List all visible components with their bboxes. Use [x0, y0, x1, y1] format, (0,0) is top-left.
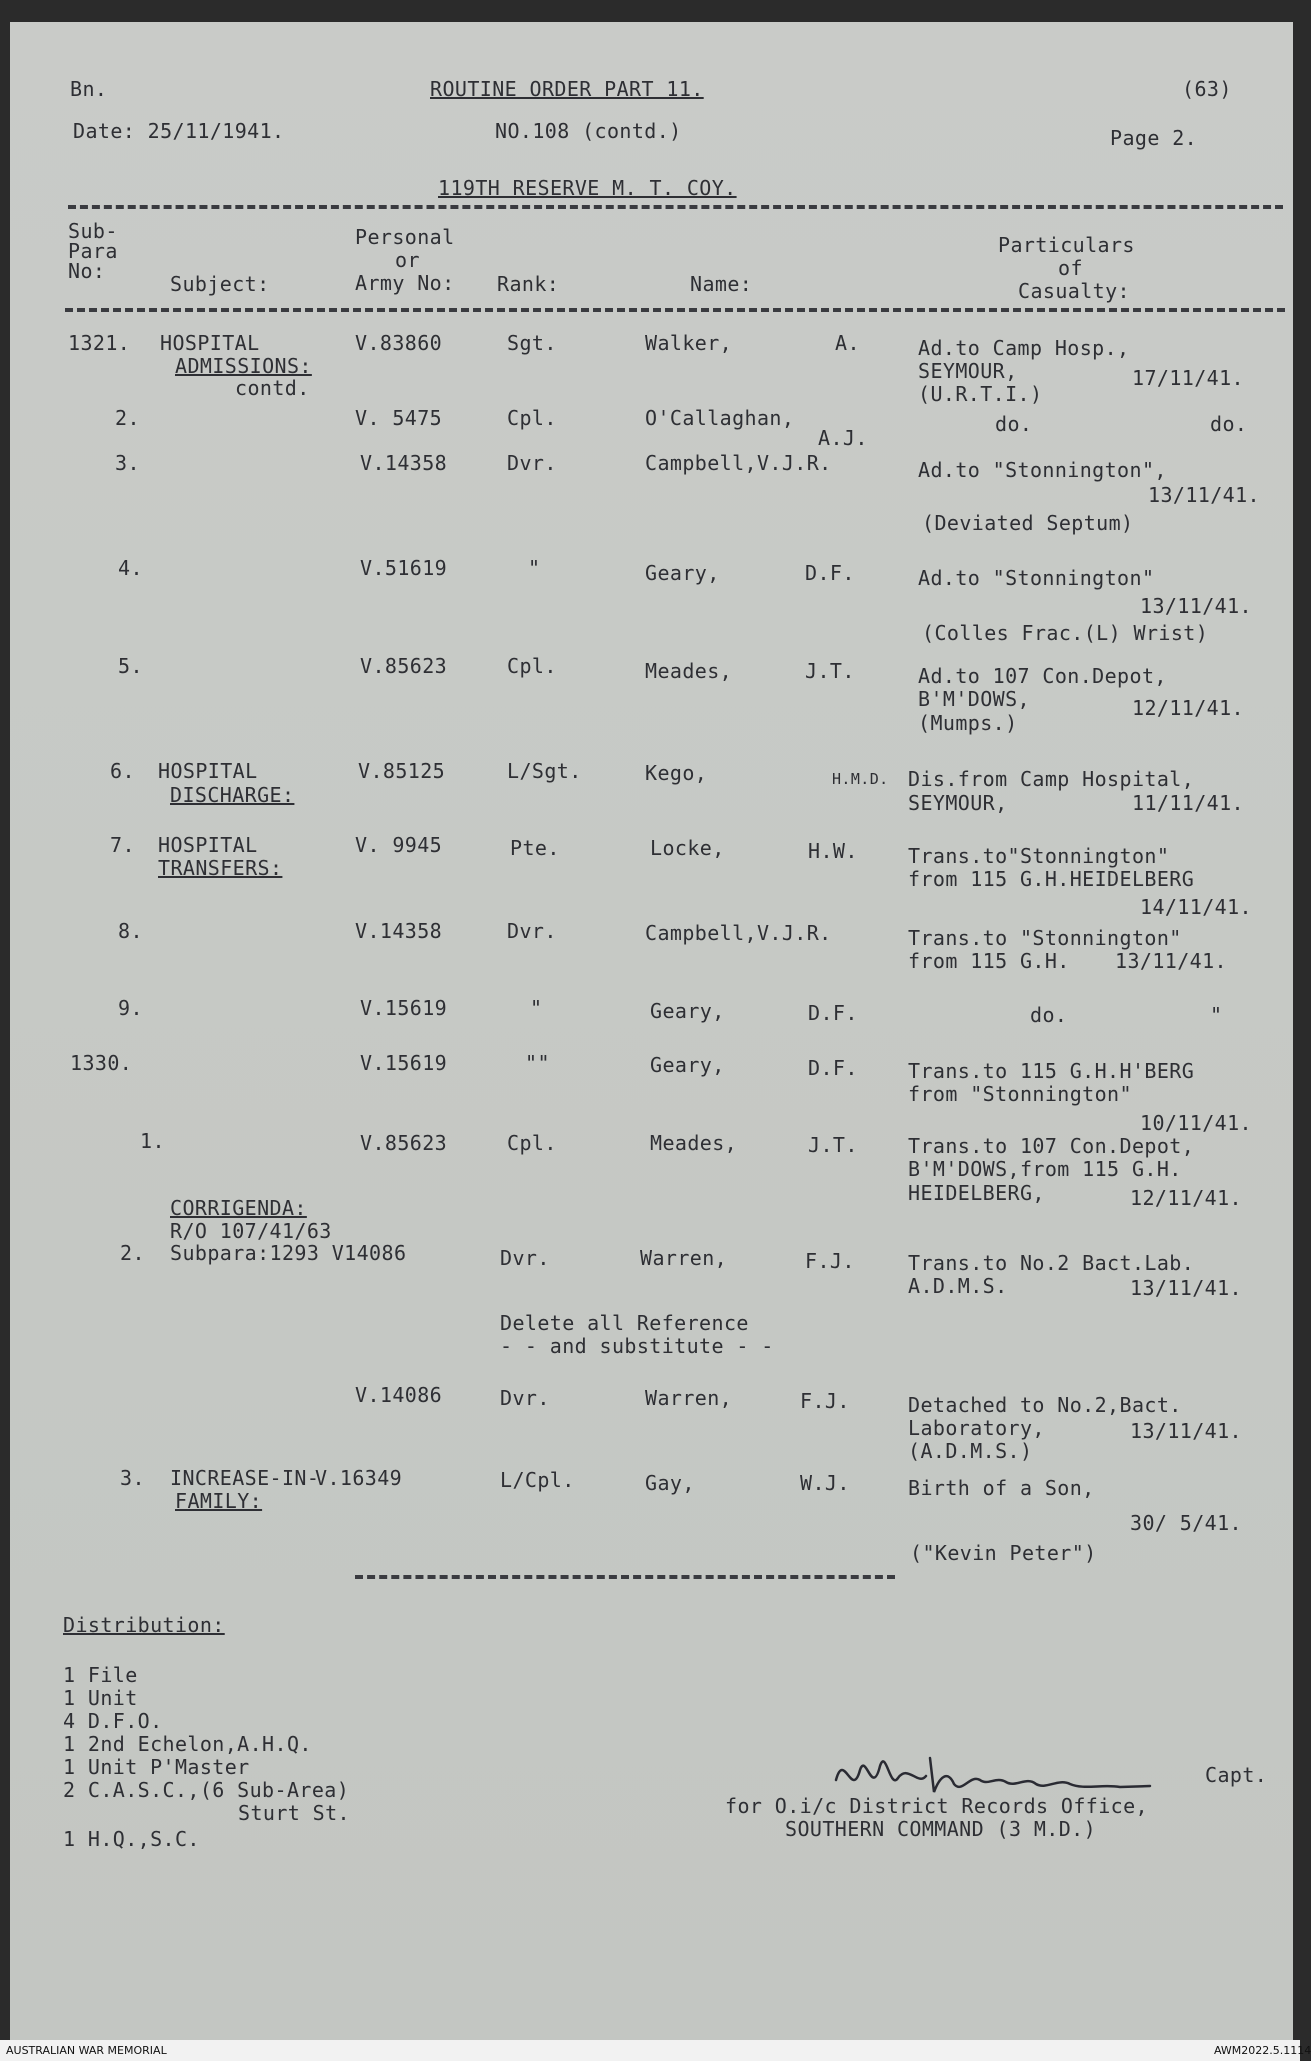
col-subpara-2: Para [68, 239, 118, 263]
corrigenda-particulars: A.D.M.S. [908, 1274, 1008, 1298]
distribution-item: Sturt St. [238, 1801, 350, 1825]
distribution-item: 4 D.F.O. [63, 1709, 163, 1733]
row-particulars: SEYMOUR, [918, 359, 1018, 383]
row-name: Geary, [650, 1053, 725, 1077]
distribution-heading: Distribution: [63, 1613, 225, 1637]
distribution-item: 1 H.Q.,S.C. [63, 1827, 200, 1851]
row-no: 7. [110, 833, 135, 857]
distribution-item: 1 Unit P'Master [63, 1755, 250, 1779]
increase-particulars: ("Kevin Peter") [910, 1541, 1097, 1565]
distribution-item: 1 Unit [63, 1686, 138, 1710]
corrigenda-particulars: Detached to No.2,Bact. [908, 1393, 1182, 1417]
corrigenda-particulars: Trans.to No.2 Bact.Lab. [908, 1251, 1195, 1275]
row-particulars: SEYMOUR, [908, 791, 1008, 815]
row-name: Walker, [645, 331, 733, 355]
row-rank: Dvr. [507, 451, 557, 475]
row-particulars: Ad.to "Stonnington", [918, 458, 1167, 482]
row-no: 8. [118, 919, 143, 943]
substitute-instruction: - - and substitute - - [500, 1334, 774, 1358]
row-army-no: V.85623 [360, 1131, 448, 1155]
row-particulars: do. [995, 412, 1033, 436]
row-name: Kego, [645, 761, 708, 785]
increase-particulars: Birth of a Son, [908, 1476, 1095, 1500]
col-army-1: Personal [355, 225, 455, 249]
row-rank: L/Sgt. [507, 759, 582, 783]
row-no: 1. [140, 1129, 165, 1153]
row-rank: " [530, 996, 543, 1020]
row-no: 1321. [68, 331, 131, 355]
order-date: Date: 25/11/1941. [73, 119, 285, 143]
row-army-no: V.15619 [360, 1051, 448, 1075]
delete-instruction: Delete all Reference [500, 1311, 749, 1335]
row-name: Geary, [645, 561, 720, 585]
row-date: 17/11/41. [1132, 366, 1244, 390]
row-name: Campbell,V.J.R. [645, 921, 832, 945]
row-particulars: (Mumps.) [918, 711, 1018, 735]
row-date: 13/11/41. [1140, 594, 1252, 618]
archive-reference: AWM2022.5.1114 [1214, 2044, 1311, 2057]
row-no: 1330. [70, 1051, 133, 1075]
corrigenda-subpara: Subpara:1293 V14086 [170, 1241, 407, 1265]
row-rank: Cpl. [507, 1131, 557, 1155]
row-no: 5. [118, 654, 143, 678]
col-army-3: Army No: [355, 271, 455, 295]
closing-rule [355, 1575, 895, 1579]
corrigenda-name: Warren, [645, 1386, 733, 1410]
row-particulars: Ad.to 107 Con.Depot, [918, 664, 1167, 688]
col-rank: Rank: [497, 272, 560, 296]
row-army-no: V.51619 [360, 556, 448, 580]
corrigenda-ref: R/O 107/41/63 [170, 1219, 332, 1243]
row-name: Meades, [645, 659, 733, 683]
order-number: NO.108 (contd.) [495, 119, 682, 143]
increase-subject: FAMILY: [175, 1489, 263, 1513]
row-subject: HOSPITAL [158, 759, 258, 783]
distribution-item: 1 File [63, 1663, 138, 1687]
row-army-no: V.85125 [358, 759, 446, 783]
row-army-no: V.83860 [355, 331, 443, 355]
increase-no: 3. [120, 1466, 145, 1490]
row-particulars: Ad.to "Stonnington" [918, 566, 1155, 590]
row-rank: Sgt. [507, 331, 557, 355]
row-initials: A. [835, 331, 860, 355]
row-date: 14/11/41. [1140, 895, 1252, 919]
increase-date: 30/ 5/41. [1130, 1511, 1242, 1535]
row-rank: Cpl. [507, 654, 557, 678]
archive-footer [0, 2040, 1311, 2061]
col-subpara-3: No: [68, 259, 106, 283]
row-initials: J.T. [808, 1133, 858, 1157]
row-rank: Dvr. [507, 919, 557, 943]
row-name: O'Callaghan, [645, 406, 795, 430]
row-initials: J.T. [805, 659, 855, 683]
row-rank: " [528, 556, 541, 580]
row-particulars: from 115 G.H. [908, 949, 1070, 973]
row-initials: D.F. [808, 1001, 858, 1025]
row-date: 13/11/41. [1115, 949, 1227, 973]
archive-name: AUSTRALIAN WAR MEMORIAL [6, 2044, 167, 2057]
row-name: Campbell,V.J.R. [645, 451, 832, 475]
corrigenda-heading: CORRIGENDA: [170, 1196, 307, 1220]
row-date: 12/11/41. [1132, 696, 1244, 720]
col-particulars-2: of [1058, 256, 1083, 280]
row-name: Geary, [650, 999, 725, 1023]
row-army-no: V. 9945 [355, 833, 443, 857]
row-no: 3. [115, 451, 140, 475]
corrigenda-particulars: Laboratory, [908, 1416, 1045, 1440]
row-subject: ADMISSIONS: [175, 354, 312, 378]
row-particulars: Trans.to "Stonnington" [908, 926, 1182, 950]
row-subject: contd. [235, 376, 310, 400]
corrigenda-date: 13/11/41. [1130, 1419, 1242, 1443]
row-date: 10/11/41. [1140, 1111, 1252, 1135]
corrigenda-no: 2. [120, 1241, 145, 1265]
row-no: 6. [110, 759, 135, 783]
row-particulars: Trans.to"Stonnington" [908, 844, 1170, 868]
row-date: 12/11/41. [1130, 1186, 1242, 1210]
corrigenda-date: 13/11/41. [1130, 1276, 1242, 1300]
signatory-office: for O.i/c District Records Office, [725, 1794, 1148, 1818]
signatory-command: SOUTHERN COMMAND (3 M.D.) [785, 1817, 1097, 1841]
row-no: 4. [118, 556, 143, 580]
battalion-label: Bn. [70, 77, 108, 101]
corrigenda-initials: F.J. [805, 1249, 855, 1273]
corrigenda-rank: Dvr. [500, 1246, 550, 1270]
row-subject: DISCHARGE: [170, 783, 295, 807]
increase-initials: W.J. [800, 1471, 850, 1495]
row-name: Meades, [650, 1131, 738, 1155]
document-page [10, 22, 1293, 2040]
row-initials: H.M.D. [832, 770, 889, 788]
row-particulars: B'M'DOWS, [918, 687, 1030, 711]
row-rank: Pte. [510, 836, 560, 860]
row-particulars: (Colles Frac.(L) Wrist) [922, 621, 1209, 645]
row-particulars: Trans.to 115 G.H.H'BERG [908, 1059, 1195, 1083]
row-particulars: Dis.from Camp Hospital, [908, 767, 1195, 791]
row-particulars: (Deviated Septum) [922, 511, 1134, 535]
row-particulars: Trans.to 107 Con.Depot, [908, 1134, 1195, 1158]
row-initials: A.J. [818, 426, 868, 450]
corrigenda-name: Warren, [640, 1246, 728, 1270]
corrigenda-rank: Dvr. [500, 1386, 550, 1410]
page-number: Page 2. [1110, 126, 1198, 150]
row-particulars: from "Stonnington" [908, 1082, 1132, 1106]
col-subpara-1: Sub- [68, 219, 118, 243]
row-particulars: do. [1030, 1003, 1068, 1027]
row-particulars: Ad.to Camp Hosp., [918, 336, 1130, 360]
folio-number: (63) [1182, 77, 1232, 101]
row-army-no: V.15619 [360, 996, 448, 1020]
increase-name: Gay, [645, 1471, 695, 1495]
row-rank: "" [525, 1051, 550, 1075]
col-particulars-3: Casualty: [1018, 279, 1130, 303]
row-name: Locke, [650, 836, 725, 860]
corrigenda-initials: F.J. [800, 1389, 850, 1413]
corrigenda-particulars: (A.D.M.S.) [908, 1439, 1033, 1463]
row-subject: HOSPITAL [158, 833, 258, 857]
row-date: do. [1210, 412, 1248, 436]
distribution-item: 2 C.A.S.C.,(6 Sub-Area) [63, 1778, 350, 1802]
signatory-rank: Capt. [1205, 1763, 1268, 1787]
row-subject: TRANSFERS: [158, 856, 283, 880]
distribution-item: 1 2nd Echelon,A.H.Q. [63, 1732, 312, 1756]
row-initials: H.W. [808, 839, 858, 863]
corrigenda-army-no: V.14086 [355, 1383, 443, 1407]
row-army-no: V.14358 [355, 919, 443, 943]
col-name: Name: [690, 272, 753, 296]
row-army-no: V.14358 [360, 451, 448, 475]
col-subject: Subject: [170, 272, 270, 296]
row-particulars: from 115 G.H.HEIDELBERG [908, 867, 1195, 891]
row-particulars: (U.R.T.I.) [918, 382, 1043, 406]
row-initials: D.F. [808, 1056, 858, 1080]
row-no: 2. [115, 406, 140, 430]
row-initials: D.F. [805, 561, 855, 585]
col-army-2: or [395, 248, 420, 272]
row-rank: Cpl. [507, 406, 557, 430]
increase-army-no: V.16349 [315, 1466, 403, 1490]
row-no: 9. [118, 996, 143, 1020]
row-subject: HOSPITAL [160, 331, 260, 355]
col-particulars-1: Particulars [998, 233, 1135, 257]
row-date: 11/11/41. [1132, 791, 1244, 815]
row-particulars: HEIDELBERG, [908, 1181, 1045, 1205]
row-particulars: B'M'DOWS,from 115 G.H. [908, 1157, 1182, 1181]
row-date: 13/11/41. [1148, 483, 1260, 507]
header-rule [68, 205, 1283, 209]
document-title: ROUTINE ORDER PART 11. [430, 77, 704, 101]
row-army-no: V. 5475 [355, 406, 443, 430]
increase-rank: L/Cpl. [500, 1468, 575, 1492]
increase-subject: INCREASE-IN- [170, 1466, 320, 1490]
row-date: " [1210, 1003, 1223, 1027]
row-army-no: V.85623 [360, 654, 448, 678]
columns-rule [65, 308, 1285, 312]
unit-name: 119TH RESERVE M. T. COY. [438, 176, 737, 200]
